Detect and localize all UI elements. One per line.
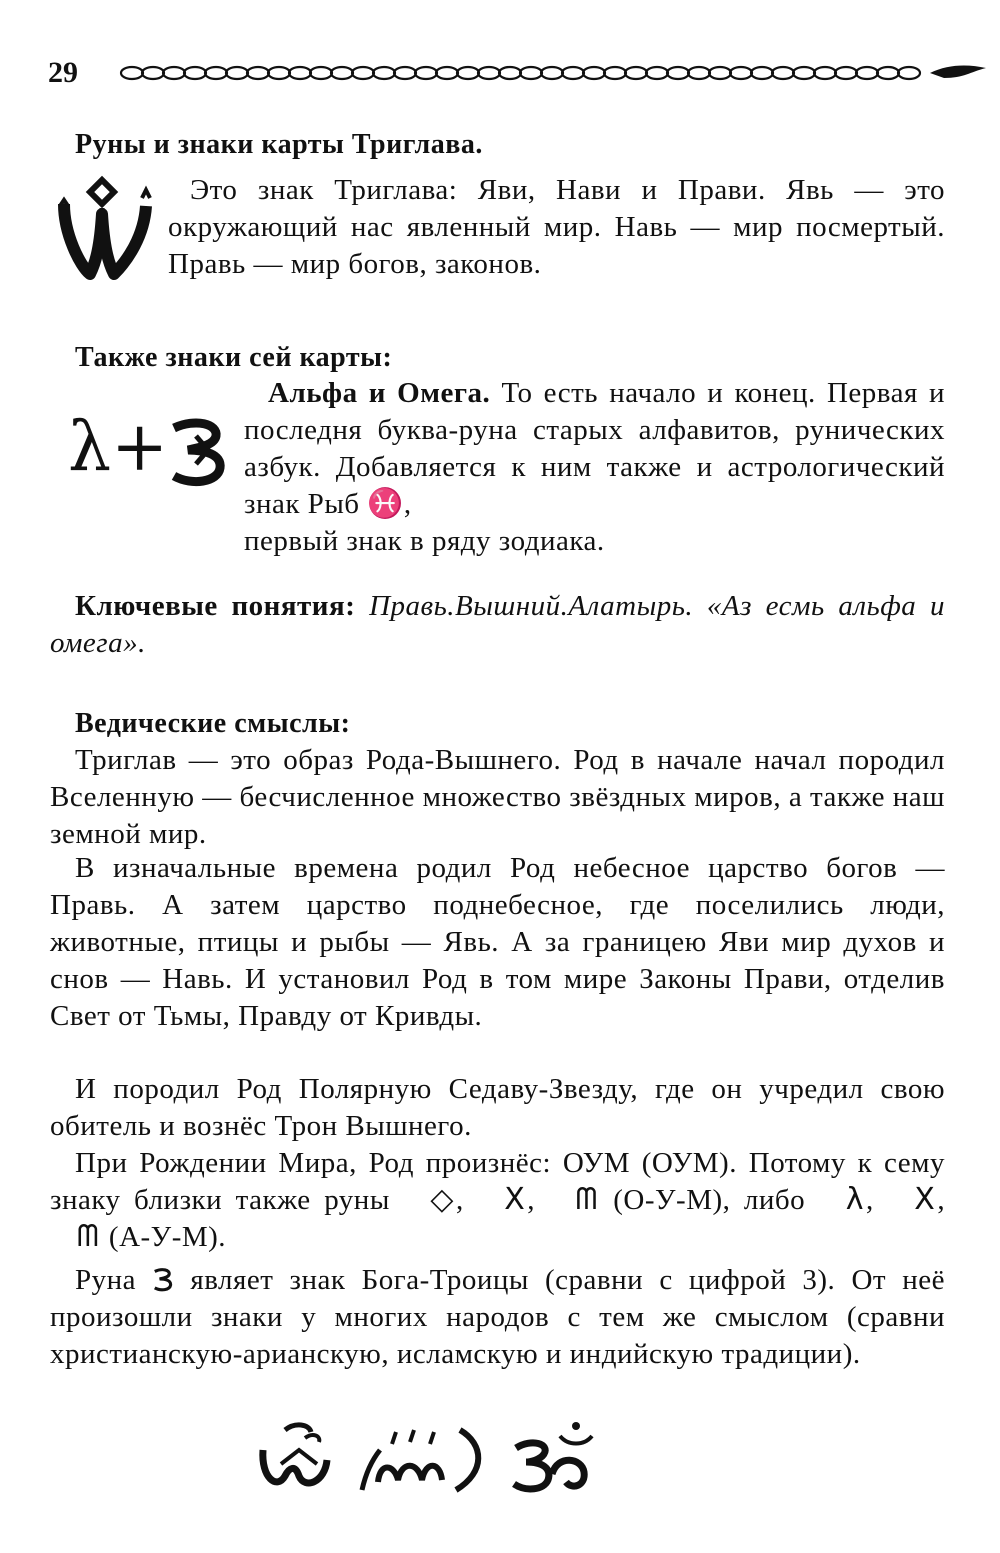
rune-o: ◇ [430,1182,454,1217]
heading-runes: Руны и знаки карты Триглава. [75,129,483,160]
alpha-omega-tail: первый знак в ряду зодиака. [244,525,605,557]
ornament-divider [118,60,988,86]
p4-sep: , [527,1184,536,1216]
triglav-description: Это знак Триглава: Яви, Нави и Прави. Явь — это окружающий нас явленный мир. Навь — мир посмертый. Правь — мир богов, законов. [168,174,945,280]
vedic-paragraph-4 [50,1145,945,1256]
p5-text-a: Руна [75,1264,137,1296]
page-number: 29 [48,56,78,89]
alpha-plus-sign: λ+ [68,408,169,487]
vedic-paragraph-3: И породил Род Полярную Седаву-Звезду, где он учредил свою обитель и вознёс Трон Вышнего. [50,1073,945,1142]
rune-a: λ [845,1182,864,1217]
p4-text-c: (А-У-М). [101,1221,227,1253]
p5-text-b: являет знак Бога-Троицы (сравни с цифрой 3). От неё произошли знаки у многих народов с тем же смыслом (сравни христианскую-арианскую, исламскую и индийскую традиции). [50,1264,945,1370]
islamic-aum-icon [352,1420,502,1495]
p4-text-b: (О-У-М), либо [599,1184,806,1216]
p4-sep: , [455,1184,464,1216]
key-concepts-text: Правь.Вышний.Алатырь. «Аз есмь альфа и омега». [50,590,945,659]
key-concepts-label: Ключевые понятия: [75,590,356,622]
omega-rune-small-icon [152,1267,174,1293]
alpha-omega-title: Альфа и Омега. [268,377,491,409]
christian-aum-icon [255,1420,345,1495]
p4-sep: , [937,1184,946,1216]
om-symbol-icon [508,1420,608,1495]
vedic-paragraph-5 [50,1262,945,1373]
rune-m: ᗰ [77,1219,100,1254]
rune-u: X [504,1182,526,1217]
rune-u: X [914,1182,936,1217]
omega-rune-icon [166,418,230,488]
triglav-rune-icon [50,174,160,284]
alpha-omega-text: То есть начало и конец. Первая и последня буква-руна старых алфавитов, рунических азбук. Добавляется к ним также и астрологический знак Рыб ♓, [244,377,945,520]
heading-vedic-meanings: Ведические смыслы: [75,708,351,739]
p4-text-a: При Рождении Мира, Род произнёс: ОУМ (ОУМ). Потому к сему знаку близки также руны [50,1147,945,1216]
page-header [48,56,948,100]
heading-also-signs: Также знаки сей карты: [75,342,393,373]
vedic-paragraph-1: Триглав — это образ Рода-Вышнего. Род в начале начал породил Вселенную — бесчисленное множество звёздных миров, а также наш земной мир. [50,744,945,850]
alpha-omega-description [244,375,945,560]
p4-sep: , [865,1184,874,1216]
alpha-omega-signs [68,408,233,498]
vedic-paragraph-2: В изначальные времена родил Род небесное царство богов — Правь. А затем царство поднебесное, где поселились люди, животные, птицы и рыбы — Явь. А за границею Яви мир духов и снов — Навь. И установил Род в том мире Законы Прави, отделив Свет от Тьмы, Правду от Кривды. [50,852,945,1032]
rune-m: ᗰ [575,1182,598,1217]
key-concepts [50,588,945,662]
